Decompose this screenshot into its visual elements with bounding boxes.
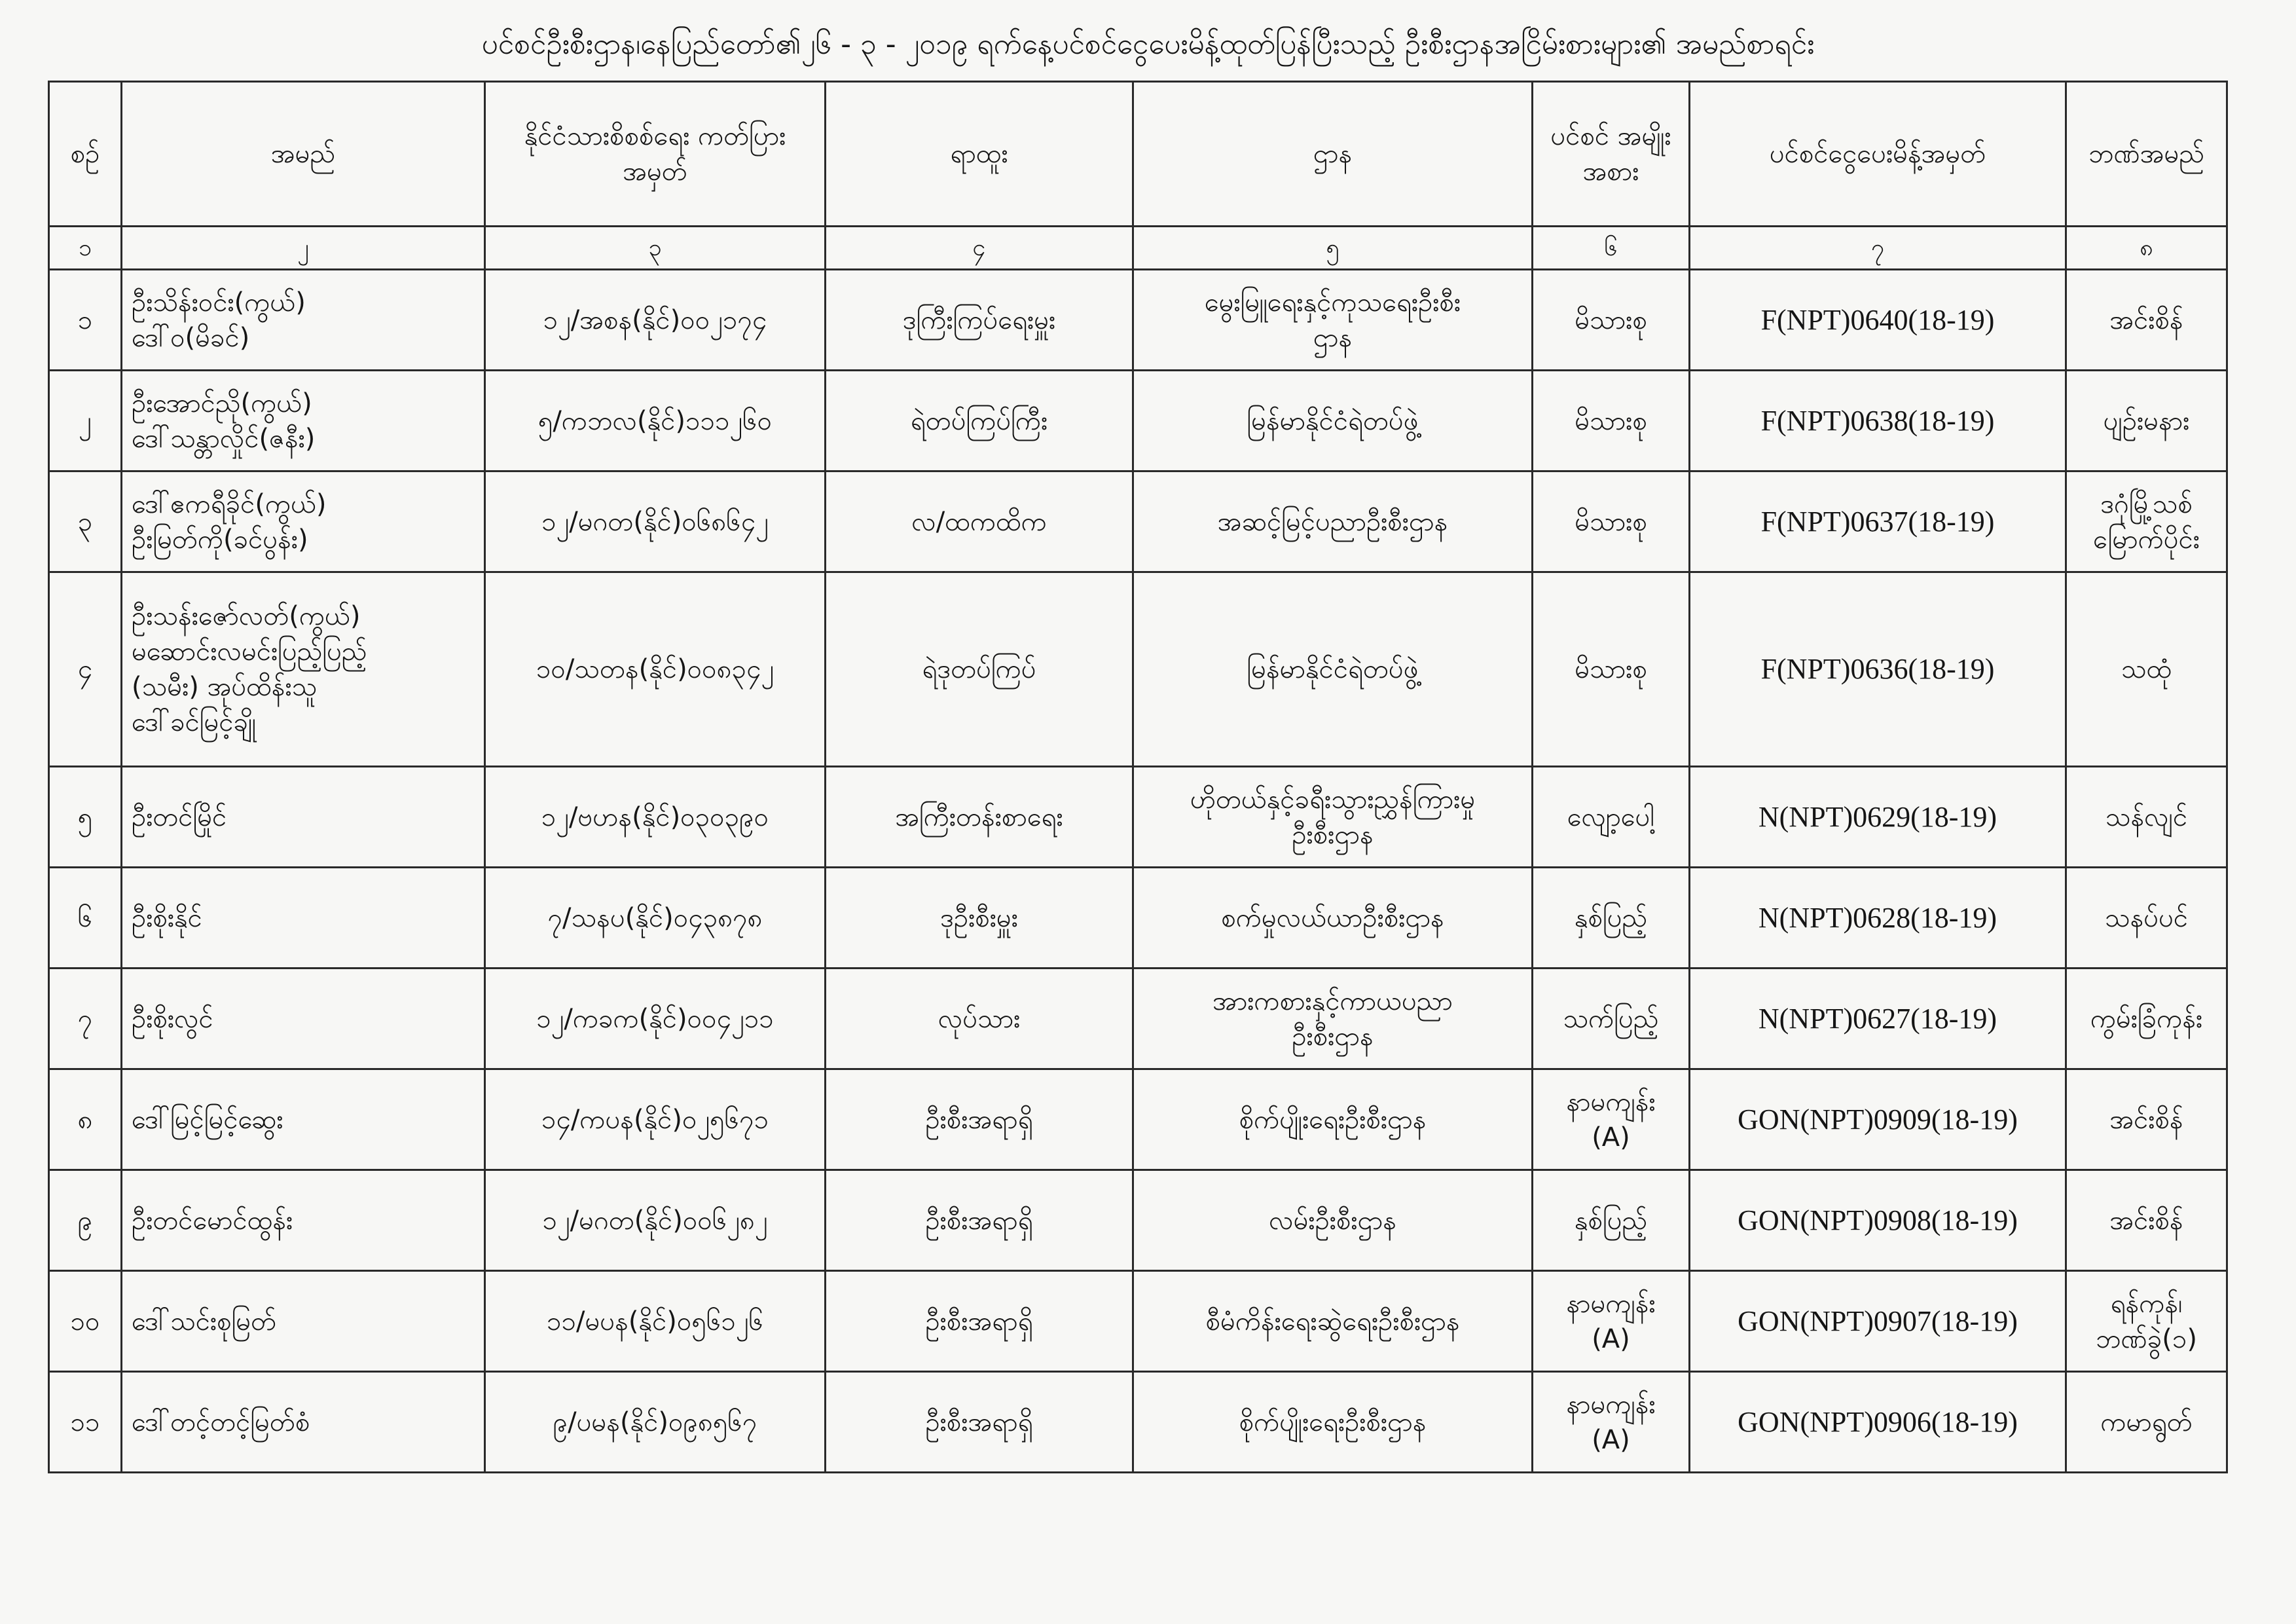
table-row	[49, 1069, 2227, 1170]
table-row	[49, 471, 2227, 572]
department-cell-line: စိုက်ပျိုးရေးဦးစီးဌာန	[1239, 1407, 1427, 1437]
rank-cell: ဦးစီးအရာရှိ	[826, 1271, 1133, 1372]
name-cell-line: ဒေါ်သန္တာလှိုင်(ဇနီး)	[132, 423, 316, 454]
pension-table	[48, 81, 2228, 1473]
pension-type-cell	[1533, 1372, 1690, 1473]
col-name-number: ၂	[122, 227, 485, 270]
nrc-cell: ၁၂/မဂတ(နိုင်)၀၀၆၂၈၂	[485, 1170, 826, 1271]
nrc-cell: ၁၄/ကပန(နိုင်)၀၂၅၆၇၁	[485, 1069, 826, 1170]
pension-type-cell	[1533, 371, 1690, 471]
column-number-row	[49, 227, 2227, 270]
name-cell-line: ဒေါ်သင်းစုမြတ်	[132, 1306, 277, 1337]
nrc-cell: ၇/သနပ(နိုင်)၀၄၃၈၇၈	[485, 868, 826, 969]
name-cell-line: ဒေါ်ဧကရီခိုင်(ကွယ်)	[132, 489, 327, 519]
department-cell	[1133, 270, 1533, 371]
bank-cell	[2066, 1170, 2227, 1271]
order-number-cell: F(NPT)0637(18-19)	[1690, 471, 2066, 572]
pension-type-cell-line: မိသားစု	[1575, 506, 1647, 537]
pension-type-cell	[1533, 868, 1690, 969]
rank-cell: ဦးစီးအရာရှိ	[826, 1069, 1133, 1170]
order-number-cell: GON(NPT)0909(18-19)	[1690, 1069, 2066, 1170]
pension-type-cell-line: (A)	[1592, 1424, 1630, 1455]
bank-cell	[2066, 1372, 2227, 1473]
nrc-cell: ၁၂/အစန(နိုင်)၀၀၂၁၇၄	[485, 270, 826, 371]
name-cell	[122, 270, 485, 371]
col-order-number-number: ၇	[1690, 227, 2066, 270]
name-cell	[122, 969, 485, 1069]
bank-cell-line: ကွမ်းခြံကုန်း	[2090, 1003, 2203, 1034]
name-cell	[122, 1271, 485, 1372]
department-cell	[1133, 1271, 1533, 1372]
department-cell-line: အားကစားနှင့်ကာယပညာ	[1212, 986, 1453, 1016]
table-row	[49, 1372, 2227, 1473]
nrc-cell: ၁၁/မပန(နိုင်)၀၅၆၁၂၆	[485, 1271, 826, 1372]
table-row	[49, 1170, 2227, 1271]
rank-cell: ရဲတပ်ကြပ်ကြီး	[826, 371, 1133, 471]
pension-type-cell	[1533, 471, 1690, 572]
serial-cell: ၄	[49, 572, 122, 767]
col-serial-header: စဉ်	[49, 82, 122, 227]
serial-cell: ၁၁	[49, 1372, 122, 1473]
nrc-cell: ၅/ကဘလ(နိုင်)၁၁၁၂၆၀	[485, 371, 826, 471]
table-row	[49, 572, 2227, 767]
bank-cell-line: သနပ်ပင်	[2104, 902, 2189, 933]
department-cell	[1133, 471, 1533, 572]
bank-cell-line: အင်းစိန်	[2109, 304, 2183, 335]
pension-type-cell	[1533, 969, 1690, 1069]
department-cell-line: မြန်မာနိုင်ငံရဲတပ်ဖွဲ့	[1247, 654, 1419, 684]
order-number-cell: N(NPT)0629(18-19)	[1690, 767, 2066, 868]
department-cell-line: စက်မှုလယ်ယာဦးစီးဌာန	[1221, 902, 1444, 933]
bank-cell	[2066, 767, 2227, 868]
name-cell-line: ဦးစိုးနိုင်	[132, 902, 202, 933]
rank-cell: ဦးစီးအရာရှိ	[826, 1170, 1133, 1271]
pension-type-cell-line: (A)	[1592, 1122, 1630, 1153]
rank-cell: ဦးစီးအရာရှိ	[826, 1372, 1133, 1473]
order-number-cell: N(NPT)0627(18-19)	[1690, 969, 2066, 1069]
name-cell-line: ဦးသိန်းဝင်း(ကွယ်)	[132, 287, 306, 318]
table-row	[49, 868, 2227, 969]
rank-cell: ဒုဦးစီးမှူး	[826, 868, 1133, 969]
name-cell	[122, 767, 485, 868]
bank-cell-line: သထုံ	[2121, 654, 2172, 684]
rank-cell: လ/ထကထိက	[826, 471, 1133, 572]
department-cell-line: မြန်မာနိုင်ငံရဲတပ်ဖွဲ့	[1247, 405, 1419, 436]
name-cell-line: ဒေါ်မြင့်မြင့်ဆွေး	[132, 1104, 283, 1135]
pension-type-cell-line: နာမကျန်း	[1566, 1288, 1656, 1319]
table-row	[49, 1271, 2227, 1372]
serial-cell: ၁	[49, 270, 122, 371]
bank-cell	[2066, 371, 2227, 471]
department-cell	[1133, 371, 1533, 471]
department-cell-line: အဆင့်မြင့်ပညာဦးစီးဌာန	[1217, 506, 1448, 537]
department-cell	[1133, 969, 1533, 1069]
bank-cell-line: အင်းစိန်	[2109, 1205, 2183, 1236]
pension-type-cell-line: နှစ်ပြည့်	[1574, 902, 1648, 933]
name-cell-line: ဦးသန်းဇော်လတ်(ကွယ်)	[132, 601, 361, 631]
name-cell	[122, 1170, 485, 1271]
col-bank-header: ဘဏ်အမည်	[2066, 82, 2227, 227]
order-number-cell: F(NPT)0636(18-19)	[1690, 572, 2066, 767]
order-number-cell: GON(NPT)0906(18-19)	[1690, 1372, 2066, 1473]
pension-type-cell-line: လျော့ပေါ့	[1567, 802, 1655, 832]
col-name-header: အမည်	[122, 82, 485, 227]
order-number-cell: GON(NPT)0907(18-19)	[1690, 1271, 2066, 1372]
pension-type-cell-line: မိသားစု	[1575, 405, 1647, 436]
order-number-cell: GON(NPT)0908(18-19)	[1690, 1170, 2066, 1271]
col-rank-header: ရာထူး	[826, 82, 1133, 227]
bank-cell-line: သန်လျင်	[2105, 802, 2188, 832]
name-cell	[122, 371, 485, 471]
col-nrc-number: ၃	[485, 227, 826, 270]
nrc-cell: ၉/ပမန(နိုင်)၀၉၈၅၆၇	[485, 1372, 826, 1473]
bank-cell-line: ဘဏ်ခွဲ(၁)	[2095, 1323, 2198, 1354]
col-order-number-header: ပင်စင်ငွေပေးမိန့်အမှတ်	[1690, 82, 2066, 227]
col-pension-type-header: ပင်စင် အမျိုး အစား	[1533, 82, 1690, 227]
department-cell-line: ဦးစီးဌာန	[1292, 1021, 1374, 1052]
order-number-cell: N(NPT)0628(18-19)	[1690, 868, 2066, 969]
department-cell-line: စိုက်ပျိုးရေးဦးစီးဌာန	[1239, 1104, 1427, 1135]
name-cell	[122, 868, 485, 969]
nrc-cell: ၁၂/ကခက(နိုင်)၀၀၄၂၁၁	[485, 969, 826, 1069]
nrc-cell: ၁၀/သတန(နိုင်)၀၀၈၃၄၂	[485, 572, 826, 767]
pension-type-cell-line: သက်ပြည့်	[1563, 1003, 1659, 1034]
pension-type-cell-line: နာမကျန်း	[1566, 1389, 1656, 1420]
department-cell	[1133, 1170, 1533, 1271]
department-cell	[1133, 868, 1533, 969]
name-cell-line: ဒေါ်ဝ(မိခင်)	[132, 322, 250, 353]
bank-cell	[2066, 270, 2227, 371]
name-cell-line: (သမီး) အုပ်ထိန်းသူ	[132, 672, 318, 702]
serial-cell: ၆	[49, 868, 122, 969]
rank-cell: လုပ်သား	[826, 969, 1133, 1069]
pension-type-cell	[1533, 767, 1690, 868]
bank-cell-line: အင်းစိန်	[2109, 1104, 2183, 1135]
department-cell	[1133, 1069, 1533, 1170]
department-cell	[1133, 767, 1533, 868]
serial-cell: ၂	[49, 371, 122, 471]
bank-cell	[2066, 969, 2227, 1069]
page-title: ပင်စင်ဦးစီးဌာန၊နေပြည်တော်၏၂၆ - ၃ - ၂၀၁၉ ရက်နေ့ပင်စင်ငွေပေးမိန့်ထုတ်ပြန်ပြီးသည့် ဦးစီးဌာနအငြိမ်းစားများ၏ အမည်စာရင်း	[481, 28, 1815, 61]
col-bank-number: ၈	[2066, 227, 2227, 270]
department-cell-line: မွေးမြူရေးနှင့်ကုသရေးဦးစီး	[1204, 287, 1461, 318]
pension-type-cell-line: မိသားစု	[1575, 654, 1647, 684]
bank-cell-line: ရန်ကုန်၊	[2110, 1288, 2183, 1319]
table-row	[49, 371, 2227, 471]
bank-cell-line: ဒဂုံမြို့သစ်	[2100, 489, 2193, 519]
bank-cell	[2066, 868, 2227, 969]
name-cell-line: ဦးမြတ်ကို(ခင်ပွန်း)	[132, 524, 308, 555]
serial-cell: ၁၀	[49, 1271, 122, 1372]
pension-type-cell-line: နာမကျန်း	[1566, 1086, 1656, 1117]
serial-cell: ၃	[49, 471, 122, 572]
pension-type-cell-line: နှစ်ပြည့်	[1574, 1205, 1648, 1236]
table-row	[49, 969, 2227, 1069]
rank-cell: အကြီးတန်းစာရေး	[826, 767, 1133, 868]
col-department-header: ဌာန	[1133, 82, 1533, 227]
col-serial-number: ၁	[49, 227, 122, 270]
pension-type-cell	[1533, 1271, 1690, 1372]
col-rank-number: ၄	[826, 227, 1133, 270]
pension-type-cell	[1533, 572, 1690, 767]
rank-cell: ဒုကြီးကြပ်ရေးမှူး	[826, 270, 1133, 371]
department-cell	[1133, 1372, 1533, 1473]
name-cell-line: မဆောင်းလမင်းပြည့်ပြည့်	[132, 637, 367, 667]
bank-cell-line: ကမာရွတ်	[2100, 1407, 2193, 1437]
header-row	[49, 82, 2227, 227]
serial-cell: ၅	[49, 767, 122, 868]
order-number-cell: F(NPT)0638(18-19)	[1690, 371, 2066, 471]
name-cell	[122, 1069, 485, 1170]
name-cell	[122, 471, 485, 572]
rank-cell: ရဲဒုတပ်ကြပ်	[826, 572, 1133, 767]
department-cell-line: ဦးစီးဌာန	[1292, 819, 1374, 850]
pension-type-cell	[1533, 1170, 1690, 1271]
pension-type-cell	[1533, 270, 1690, 371]
name-cell	[122, 1372, 485, 1473]
name-cell-line: ဒေါ်တင့်တင့်မြတ်စံ	[132, 1407, 310, 1437]
bank-cell-line: မြောက်ပိုင်း	[2093, 524, 2200, 555]
department-cell-line: ဌာန	[1313, 322, 1353, 353]
bank-cell	[2066, 1069, 2227, 1170]
pension-type-cell	[1533, 1069, 1690, 1170]
bank-cell	[2066, 572, 2227, 767]
pension-type-cell-line: (A)	[1592, 1323, 1630, 1354]
department-cell-line: ဟိုတယ်နှင့်ခရီးသွားညွှန်ကြားမှု	[1190, 784, 1476, 815]
table-body	[49, 270, 2227, 1473]
name-cell-line: ဦးစိုးလွင်	[132, 1003, 213, 1034]
department-cell	[1133, 572, 1533, 767]
bank-cell-line: ပျဉ်းမနား	[2103, 405, 2190, 436]
nrc-cell: ၁၂/ဗဟန(နိုင်)၀၃၀၃၉၀	[485, 767, 826, 868]
name-cell-line: ဦးအောင်ညို(ကွယ်)	[132, 388, 312, 418]
department-cell-line: စီမံကိန်းရေးဆွဲရေးဦးစီးဌာန	[1205, 1306, 1460, 1337]
col-department-number: ၅	[1133, 227, 1533, 270]
col-nrc-header: နိုင်ငံသားစိစစ်ရေး ကတ်ပြားအမှတ်	[485, 82, 826, 227]
bank-cell	[2066, 471, 2227, 572]
nrc-cell: ၁၂/မဂတ(နိုင်)၀၆၈၆၄၂	[485, 471, 826, 572]
bank-cell	[2066, 1271, 2227, 1372]
name-cell-line: ဒေါ်ခင်မြင့်ချို	[132, 707, 257, 737]
order-number-cell: F(NPT)0640(18-19)	[1690, 270, 2066, 371]
name-cell-line: ဦးတင်မြိုင်	[132, 802, 227, 832]
department-cell-line: လမ်းဦးစီးဌာန	[1269, 1205, 1396, 1236]
col-pension-type-number: ၆	[1533, 227, 1690, 270]
serial-cell: ၈	[49, 1069, 122, 1170]
table-row	[49, 270, 2227, 371]
name-cell	[122, 572, 485, 767]
name-cell-line: ဦးတင်မောင်ထွန်း	[132, 1205, 293, 1236]
table-row	[49, 767, 2227, 868]
serial-cell: ၉	[49, 1170, 122, 1271]
serial-cell: ၇	[49, 969, 122, 1069]
pension-type-cell-line: မိသားစု	[1575, 304, 1647, 335]
